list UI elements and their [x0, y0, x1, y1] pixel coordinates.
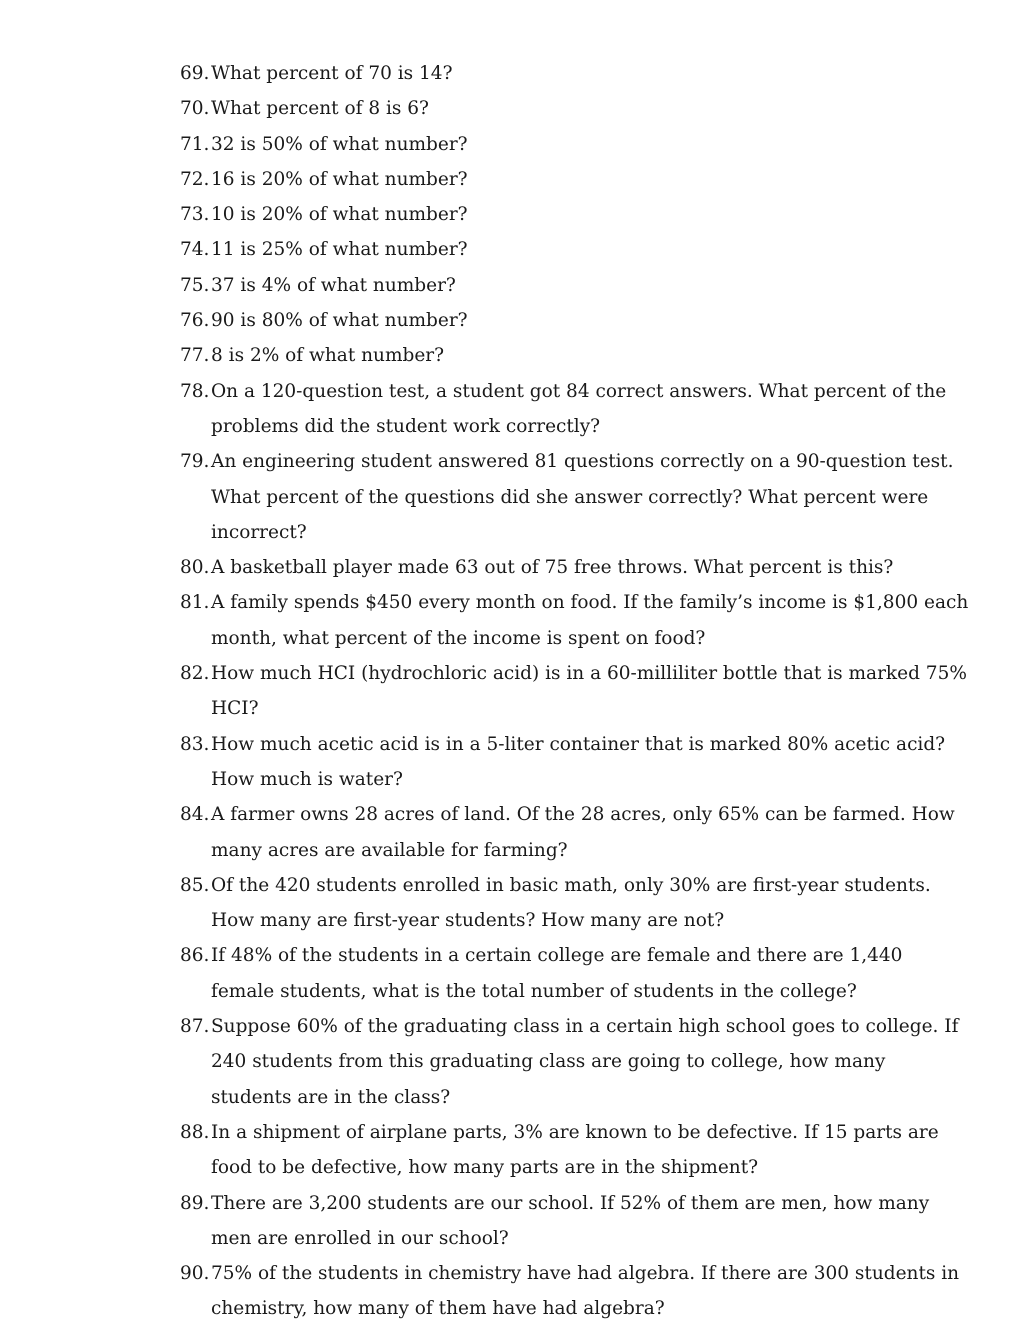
problem-number: 84.	[180, 804, 210, 826]
problem-item	[180, 268, 970, 303]
problem-text: 11 is 25% of what number?	[211, 239, 468, 261]
problem-item	[180, 938, 970, 1009]
problem-item	[180, 374, 970, 445]
problem-number: 74.	[180, 239, 210, 261]
problem-text: An engineering student answered 81 questions correctly on a 90-question test. What percent of the questions did she answer correctly? What percent were incorrect?	[211, 451, 954, 543]
problem-text: What percent of 70 is 14?	[211, 63, 453, 84]
problem-item	[180, 1256, 970, 1327]
problem-number: 70.	[180, 98, 210, 120]
problem-number: 83.	[180, 733, 210, 755]
problem-item	[180, 868, 970, 939]
problem-number: 71.	[180, 133, 210, 155]
problem-text: There are 3,200 students are our school. If 52% of them are men, how many men are enrolled in our school?	[211, 1192, 930, 1249]
problem-item	[180, 338, 970, 373]
problem-text: What percent of 8 is 6?	[211, 98, 429, 120]
problem-text: 10 is 20% of what number?	[211, 204, 468, 226]
problem-text: 16 is 20% of what number?	[211, 168, 468, 190]
problem-item	[180, 1115, 970, 1186]
problem-number: 79.	[180, 451, 210, 473]
problem-number: 69.	[180, 63, 210, 84]
problem-number: 86.	[180, 945, 210, 967]
problem-text: Suppose 60% of the graduating class in a certain high school goes to college. If 240 students from this graduating class are going to college, how many students are in the class?	[211, 1016, 959, 1108]
problem-text: If 48% of the students in a certain college are female and there are 1,440 female students, what is the total number of students in the college?	[211, 945, 903, 1002]
problem-text: 37 is 4% of what number?	[211, 274, 456, 296]
problem-text: How much acetic acid is in a 5-liter container that is marked 80% acetic acid? How much is water?	[211, 733, 946, 790]
problem-item	[180, 727, 970, 798]
problem-number: 89.	[180, 1192, 210, 1214]
problem-item	[180, 550, 970, 585]
problem-number: 77.	[180, 345, 210, 367]
problem-item	[180, 232, 970, 267]
problem-number: 85.	[180, 874, 210, 896]
problem-list	[180, 56, 970, 1327]
problem-text: A farmer owns 28 acres of land. Of the 28 acres, only 65% can be farmed. How many acres are available for farming?	[211, 804, 955, 861]
problem-text: 90 is 80% of what number?	[211, 310, 468, 332]
problem-number: 76.	[180, 310, 210, 332]
problem-number: 90.	[180, 1263, 210, 1285]
problem-item	[180, 797, 970, 868]
problem-item	[180, 91, 970, 126]
problem-number: 81.	[180, 592, 210, 614]
problem-text: 8 is 2% of what number?	[211, 345, 445, 367]
problem-text: 75% of the students in chemistry have had algebra. If there are 300 students in chemistry, how many of them have had algebra?	[211, 1263, 960, 1320]
problem-item	[180, 444, 970, 550]
problem-number: 73.	[180, 204, 210, 226]
problem-text: In a shipment of airplane parts, 3% are known to be defective. If 15 parts are food to be defective, how many parts are in the shipment?	[211, 1121, 939, 1179]
problem-text: Of the 420 students enrolled in basic math, only 30% are first-year students. How many are first-year students? How many are not?	[211, 874, 931, 932]
problem-number: 87.	[180, 1016, 210, 1038]
problem-number: 88.	[180, 1121, 210, 1143]
problem-text: On a 120-question test, a student got 84 correct answers. What percent of the problems did the student work correctly?	[211, 380, 947, 437]
problem-item	[180, 585, 970, 656]
problem-text: A basketball player made 63 out of 75 free throws. What percent is this?	[211, 557, 894, 579]
problem-text: 32 is 50% of what number?	[211, 133, 468, 155]
problem-item	[180, 656, 970, 727]
problem-number: 75.	[180, 274, 210, 296]
problem-number: 72.	[180, 168, 210, 190]
problem-item	[180, 127, 970, 162]
problem-text: A family spends $450 every month on food. If the family’s income is $1,800 each month, what percent of the income is spent on food?	[211, 592, 969, 649]
problem-item	[180, 1009, 970, 1115]
problem-item	[180, 56, 970, 91]
problem-item	[180, 1186, 970, 1257]
problem-text: How much HCI (hydrochloric acid) is in a 60-milliliter bottle that is marked 75% HCI?	[211, 663, 967, 720]
problem-number: 82.	[180, 663, 210, 685]
problem-item	[180, 162, 970, 197]
problem-item	[180, 197, 970, 232]
problem-item	[180, 303, 970, 338]
problem-number: 80.	[180, 557, 210, 579]
problem-number: 78.	[180, 380, 210, 402]
